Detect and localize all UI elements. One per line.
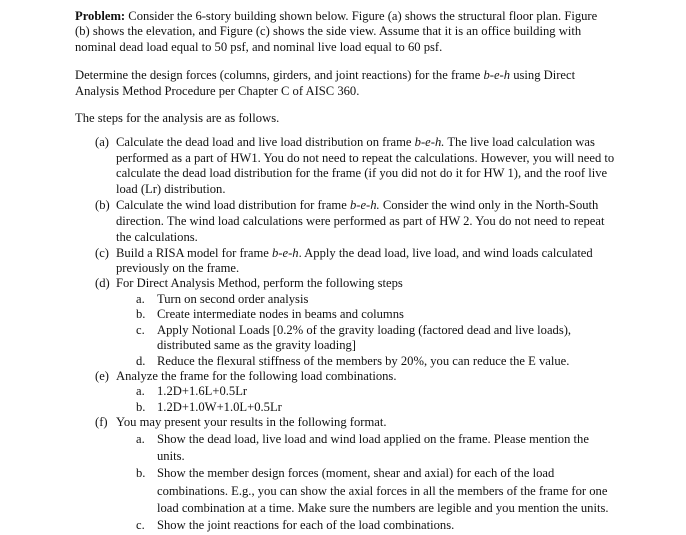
- step-text-pre: Build a RISA model for frame: [116, 245, 272, 260]
- substep-item: [116, 307, 615, 322]
- substep-text: Create intermediate nodes in beams and columns: [157, 307, 404, 322]
- step-frame: b-e-h.: [349, 198, 380, 213]
- step-text-post: Consider the wind only in the North-South direction. The wind load calculations were performed as part of HW 2. You do not need to repeat the calculations.: [116, 198, 605, 245]
- problem-label: Problem:: [75, 9, 126, 23]
- substep-text: Show the dead load, live load and wind load applied on the frame. Please mention the units.: [157, 431, 589, 463]
- substep-item: [116, 354, 615, 369]
- determine-post: using Direct Analysis Method Procedure per Chapter C of AISC 360.: [75, 68, 576, 98]
- step-text-post: The live load calculation was performed as a part of HW1. You do not need to repeat the calculations. However, you will need to calculate the dead load distribution for the frame (if you did not do it for HW 1), and the roof live load (Lr) distribution.: [116, 135, 615, 196]
- step-marker: (c): [95, 245, 109, 260]
- substep-marker: a.: [136, 384, 145, 399]
- steps-list: [75, 135, 615, 533]
- substep-item: [116, 384, 615, 399]
- substep-marker: c.: [136, 322, 145, 337]
- step-text-pre: Calculate the dead load and live load distribution on frame: [116, 135, 415, 150]
- substep-marker: c.: [136, 517, 145, 532]
- substep-item: [116, 518, 615, 533]
- step-f: [75, 415, 615, 533]
- substep-text: Show the joint reactions for each of the load combinations.: [157, 517, 455, 532]
- problem-text: Consider the 6-story building shown below. Figure (a) shows the structural floor plan. Figure (b) shows the elevation, and Figure (c) shows the side view. Assume that it is an office building with nominal dead load equal to 50 psf, and nominal live load equal to 60 psf.: [75, 9, 598, 54]
- step-text-pre: Calculate the wind load distribution for frame: [116, 198, 350, 213]
- step-a: [75, 135, 615, 197]
- substeps-list: [116, 431, 615, 533]
- step-c: [75, 246, 615, 277]
- load-combination: 1.2D+1.6L+0.5Lr: [157, 384, 248, 399]
- step-frame: b-e-h.: [414, 135, 445, 150]
- step-marker: (f): [95, 415, 108, 430]
- document-page: [75, 9, 615, 533]
- substep-item: [116, 292, 615, 307]
- substep-marker: a.: [136, 431, 145, 446]
- problem-statement: [75, 9, 615, 55]
- substep-text: Apply Notional Loads [0.2% of the gravity loading (factored dead and live loads), distributed same as the gravity loading]: [157, 322, 572, 353]
- substeps-list: [116, 292, 615, 369]
- step-marker: (e): [95, 368, 109, 383]
- determine-statement: [75, 68, 615, 99]
- substep-marker: d.: [136, 353, 146, 368]
- step-text: Analyze the frame for the following load combinations.: [116, 368, 397, 383]
- step-text: For Direct Analysis Method, perform the following steps: [116, 276, 403, 291]
- substep-text: Show the member design forces (moment, shear and axial) for each of the load combinations. E.g., you can show the axial forces in all the members of the frame for one load combination at a time. Make sure the numbers are legible and you mention the units.: [157, 466, 609, 516]
- substep-item: [116, 431, 615, 466]
- step-b: [75, 197, 615, 246]
- substep-marker: b.: [136, 399, 146, 414]
- substep-item: [116, 323, 615, 354]
- substep-item: [116, 465, 615, 517]
- step-frame: b-e-h: [272, 245, 299, 260]
- step-e: [75, 369, 615, 415]
- substep-text: Turn on second order analysis: [157, 291, 309, 306]
- step-marker: (a): [95, 135, 109, 150]
- step-marker: (b): [95, 198, 110, 213]
- step-text-post: . Apply the dead load, live load, and wind loads calculated previously on the frame.: [116, 245, 593, 276]
- substep-item: [116, 400, 615, 415]
- step-text: You may present your results in the following format.: [116, 415, 387, 430]
- substep-marker: a.: [136, 291, 145, 306]
- substep-marker: b.: [136, 466, 146, 481]
- step-d: [75, 276, 615, 368]
- steps-intro: The steps for the analysis are as follows.: [75, 111, 280, 126]
- step-marker: (d): [95, 276, 110, 291]
- determine-frame: b-e-h: [483, 68, 511, 83]
- substep-text: Reduce the flexural stiffness of the members by 20%, you can reduce the E value.: [157, 353, 570, 368]
- substeps-list: [116, 384, 615, 415]
- determine-pre: Determine the design forces (columns, girders, and joint reactions) for the frame: [75, 68, 484, 83]
- load-combination: 1.2D+1.0W+1.0L+0.5Lr: [157, 399, 282, 414]
- substep-marker: b.: [136, 307, 146, 322]
